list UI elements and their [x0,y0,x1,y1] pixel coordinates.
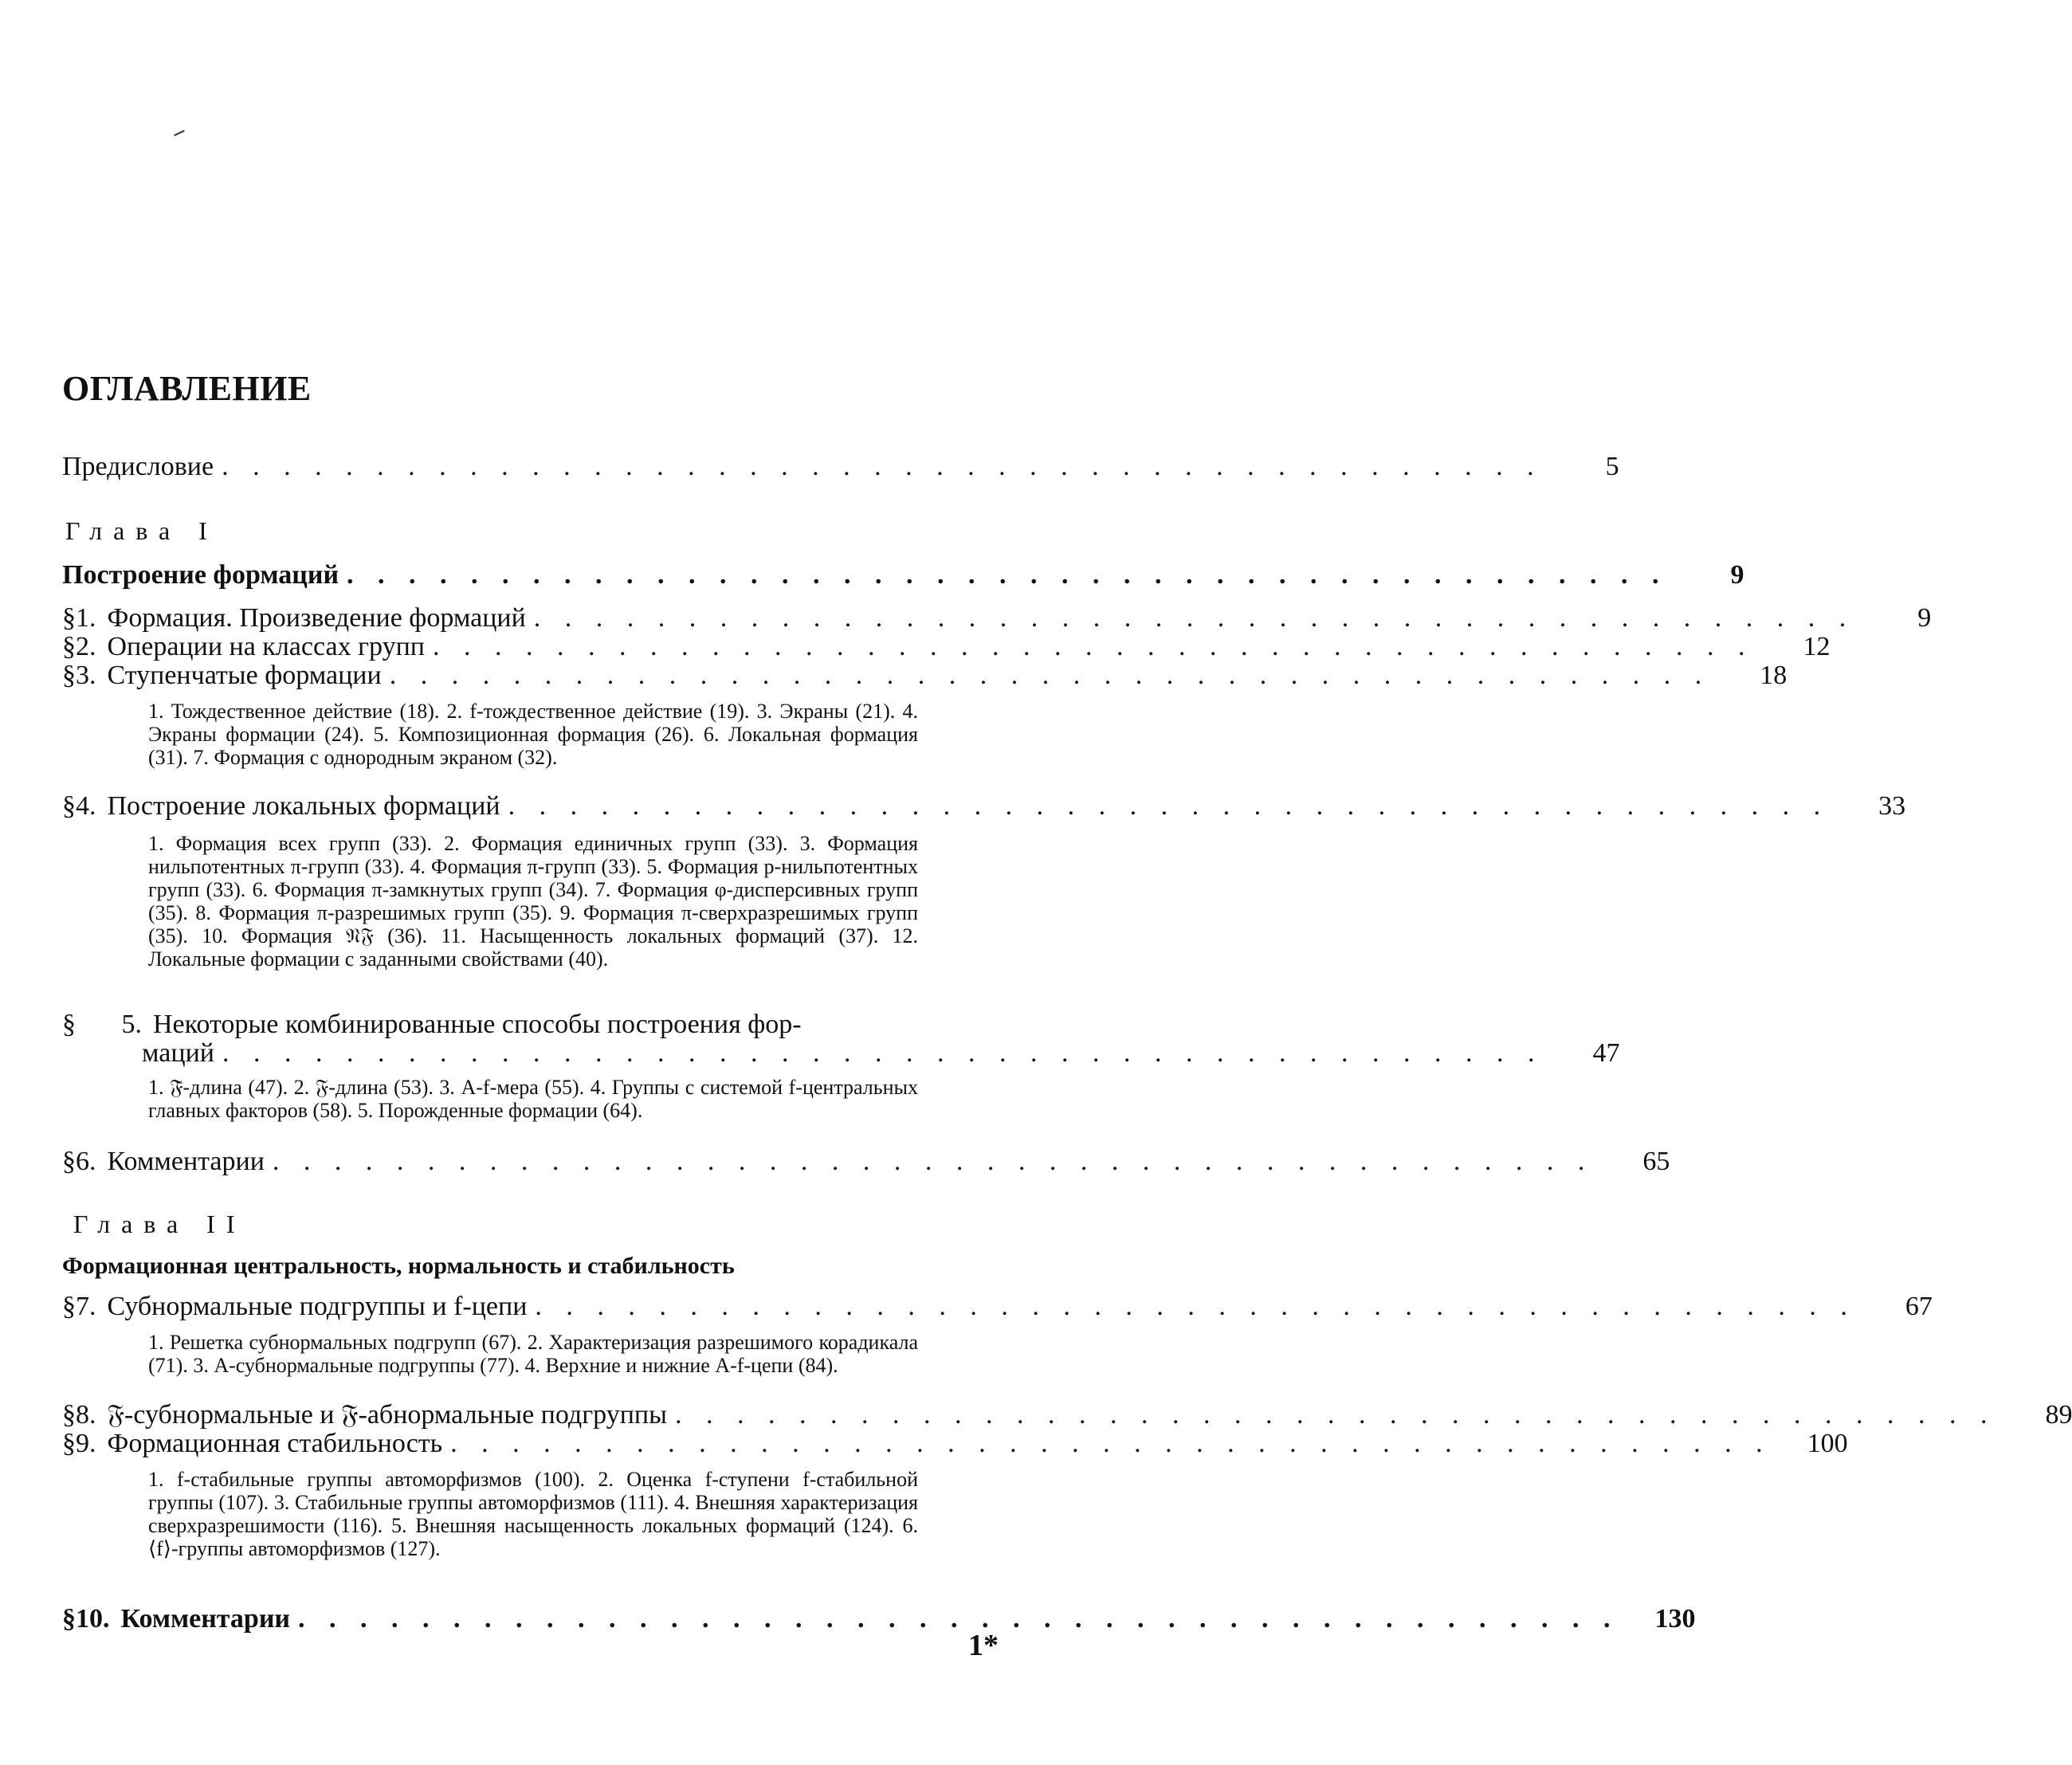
leader-dots: . . . . . . . . . . . . . . . . . . . . . . . . . . . . . . . . . . . . . . . . . . . [508,791,1830,821]
section-description: 1. Решетка субнормальных подгрупп (67). 2. Характеризация разрешимого корадикала (71). 3. A-субнормальные подгруппы (77). 4. Верхние и нижние A-f-цепи (84). [148,1331,918,1377]
toc-entry-section-9[interactable] [62,1428,1848,1460]
section-sign: § [62,1400,76,1430]
toc-entry-section-5-cont[interactable] [142,1037,1620,1069]
section-sign: § [62,791,76,821]
entry-label: 𝔉-субнормальные и 𝔉-абнормальные подгруппы [107,1400,667,1430]
section-number: 8. [76,1400,96,1430]
leader-dots: . . . . . . . . . . . . . . . . . . . . . . . . . . . . . . . . . . . . . . . . . . . [450,1429,1772,1458]
entry-label: Построение локальных формаций [107,791,500,821]
leader-dots: . . . . . . . . . . . . . . . . . . . . . . . . . . . . . . . . . . . . . . . . . . . [533,603,1855,633]
page-number: 18 [1760,661,1787,690]
leader-dots: . . . . . . . . . . . . . . . . . . . . . . . . . . . . . . . . . . . . . . . . . . . [222,1038,1544,1068]
chapter-heading: Глава II [73,1210,246,1238]
section-sign: § [62,661,76,690]
toc-entry-section-8[interactable] [62,1399,2072,1431]
section-number: 10. [76,1604,110,1634]
page-number: 65 [1642,1147,1670,1176]
page-number: 100 [1807,1429,1848,1458]
leader-dots: . . . . . . . . . . . . . . . . . . . . . . . . . . . . . . . . . . . . . . . . . . . [298,1604,1619,1634]
entry-label: Комментарии [107,1147,265,1176]
section-description: 1. f-стабильные группы автоморфизмов (100). 2. Оценка f-ступени f-стабильной группы (107). 3. Стабильные группы автоморфизмов (111). 4. Внешняя характеризация сверхразрешимости (116). 5. Внешняя насыщенность локальных формаций (124). 6. ⟨f⟩-группы автоморфизмов (127). [148,1468,918,1560]
toc-entry-section-3[interactable] [62,660,1787,692]
section-sign: § [62,1604,76,1634]
entry-label-continued: маций [142,1038,214,1068]
toc-entry-preface[interactable] [62,451,1619,483]
section-number: 6. [76,1147,96,1176]
toc-entry-section-4[interactable] [62,790,1906,822]
page-number: 9 [1917,603,1932,633]
section-number: 4. [76,791,96,821]
toc-entry-section-7[interactable] [62,1291,1933,1323]
stray-mark [174,130,185,136]
leader-dots: . . . . . . . . . . . . . . . . . . . . . . . . . . . . . . . . . . . . . . . . . . . [347,560,1668,590]
leader-dots: . . . . . . . . . . . . . . . . . . . . . . . . . . . . . . . . . . . . . . . . . . . [272,1147,1594,1176]
section-sign: § [62,1010,76,1039]
entry-label: Ступенчатые формации [107,661,382,690]
page-number: 9 [1730,560,1744,590]
entry-label: Субнормальные подгруппы и f-цепи [107,1292,528,1321]
page-title: ОГЛАВЛЕНИЕ [62,369,312,408]
page-number: 33 [1878,791,1906,821]
chapter-title: Построение формаций [62,560,339,590]
section-description: 1. Формация всех групп (33). 2. Формация единичных групп (33). 3. Формация нильпотентных π-групп (33). 4. Формация π-групп (33). 5. Формация p-нильпотентных групп (33). 6. Формация π-замкнутых групп (34). 7. Формация φ-дисперсивных групп (35). 8. Формация π-разрешимых групп (35). 9. Формация π-сверхразрешимых групп (35). 10. Формация 𝔑𝔉 (36). 11. Насыщенность локальных формаций (37). 12. Локальные формации с заданными свойствами (40). [148,832,918,971]
section-number: 5. [121,1010,142,1039]
section-description: 1. Тождественное действие (18). 2. f-тождественное действие (19). 3. Экраны (21). 4. Экраны формации (24). 5. Композиционная формация (26). 6. Локальная формация (31). 7. Формация с однородным экраном (32). [148,700,918,769]
toc-entry-section-2[interactable] [62,631,1831,663]
leader-dots: . . . . . . . . . . . . . . . . . . . . . . . . . . . . . . . . . . . . . . . . . . . [432,632,1754,661]
page-number: 47 [1592,1038,1620,1068]
section-number: 2. [76,632,96,661]
section-number: 9. [76,1429,96,1458]
leader-dots: . . . . . . . . . . . . . . . . . . . . . . . . . . . . . . . . . . . . . . . . . . . [222,452,1543,481]
section-number: 7. [76,1292,96,1321]
section-sign: § [62,1147,76,1176]
section-number: 3. [76,661,96,690]
leader-dots: . . . . . . . . . . . . . . . . . . . . . . . . . . . . . . . . . . . . . . . . . . . [389,661,1711,690]
page-number: 130 [1654,1604,1696,1634]
entry-label: Некоторые комбинированные способы построения фор- [153,1010,802,1039]
toc-entry-section-5[interactable] [62,1009,1003,1041]
page-number: 67 [1905,1292,1933,1321]
signature-mark: 1* [968,1629,999,1662]
section-description: 1. 𝔉̄-длина (47). 2. 𝔉-длина (53). 3. A-f-мера (55). 4. Группы с системой f-центральных главных факторов (58). 5. Порожденные формации (64). [148,1076,918,1122]
section-sign: § [62,1429,76,1458]
toc-entry-section-6[interactable] [62,1146,1670,1178]
page-number: 89 [2045,1400,2072,1430]
entry-label: Операции на классах групп [107,632,425,661]
entry-label: Предисловие [62,452,214,481]
page-number: 12 [1803,632,1831,661]
entry-label: Комментарии [120,1604,291,1634]
page-number: 5 [1605,452,1619,481]
toc-entry-chapter1[interactable] [62,559,1744,591]
chapter-title[interactable]: Формационная центральность, нормальность и стабильность [62,1253,735,1279]
section-sign: § [62,603,76,633]
toc-entry-section-10[interactable] [62,1603,1696,1635]
section-number: 1. [76,603,96,633]
section-sign: § [62,632,76,661]
section-sign: § [62,1292,76,1321]
chapter-heading: Глава I [65,516,218,545]
leader-dots: . . . . . . . . . . . . . . . . . . . . . . . . . . . . . . . . . . . . . . . . . . . [674,1400,1996,1430]
leader-dots: . . . . . . . . . . . . . . . . . . . . . . . . . . . . . . . . . . . . . . . . . . . [535,1292,1856,1321]
entry-label: Формационная стабильность [107,1429,443,1458]
entry-label: Формация. Произведение формаций [107,603,526,633]
toc-entry-section-1[interactable] [62,602,1932,634]
